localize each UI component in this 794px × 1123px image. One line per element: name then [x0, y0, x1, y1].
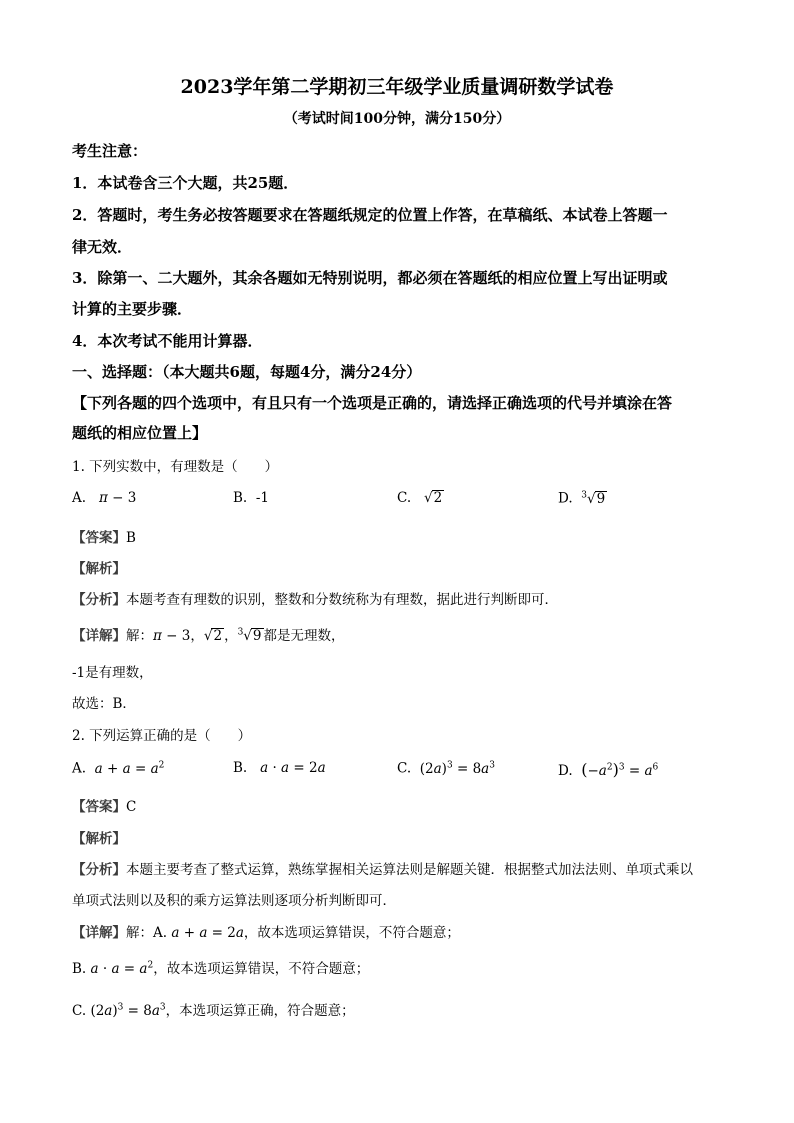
q2-answer-value: C	[126, 799, 137, 815]
q2-option-d-math: $(-a^2)^3 = a^6$	[581, 760, 659, 779]
q1-option-d-math: $^3$√9	[581, 490, 606, 507]
q1-analysis-label: 【解析】	[72, 561, 126, 577]
q2-option-c-label: C.	[397, 760, 412, 777]
q2-analysis-tag	[72, 827, 126, 847]
q1-detail-line2: -1是有理数，	[72, 665, 153, 681]
notice-item-3: 3．除第一、二大题外，其余各题如无特别说明，都必须在答题纸的相应位置上写出证明或	[72, 269, 668, 287]
q1-stem: 1. 下列实数中，有理数是（ ）	[72, 459, 279, 475]
q1-option-c	[397, 490, 444, 506]
q1-fenxi-tag: 【分析】	[72, 592, 126, 608]
q2-detail-a	[72, 921, 460, 941]
q2-fenxi-text-1: 本题主要考查了整式运算，熟练掌握相关运算法则是解题关键．根据整式加法法则、单项式乘以	[126, 862, 693, 878]
q2-option-d	[558, 760, 658, 779]
section-instruction-line2: 题纸的相应位置上】	[72, 424, 208, 442]
q2-fenxi-line1	[72, 858, 693, 878]
q2-answer	[72, 795, 136, 815]
q2-detail-b-math: $a \cdot a = a^2$	[90, 960, 154, 977]
exam-title: 2023学年第二学期初三年级学业质量调研数学试卷	[180, 76, 614, 98]
q2-fenxi-line2: 单项式法则以及积的乘方运算法则逐项分析判断即可．	[72, 893, 396, 909]
notice-item-1: 1．本试卷含三个大题，共25题．	[72, 174, 299, 192]
q1-option-d-label: D.	[558, 490, 573, 507]
q1-detail-suffix: 都是无理数，	[263, 628, 345, 644]
exam-subtitle: （考试时间100分钟，满分150分）	[283, 111, 511, 127]
q2-fenxi-tag: 【分析】	[72, 862, 126, 878]
q2-detail-c-math: $(2a)^3 = 8a^3$	[90, 1002, 166, 1019]
q2-stem: 2. 下列运算正确的是（ ）	[72, 728, 252, 744]
q1-option-a-label: A.	[72, 490, 87, 506]
q2-detail-a-prefix: 解：A.	[126, 925, 172, 941]
notice-heading: 考生注意：	[72, 142, 148, 160]
section-instruction-line1: 【下列各题的四个选项中，有且只有一个选项是正确的，请选择正确选项的代号并填涂在答	[72, 394, 673, 412]
q2-option-a	[72, 760, 164, 777]
notice-item-4: 4．本次考试不能用计算器．	[72, 332, 263, 350]
q2-detail-b-suffix: ，故本选项运算错误，不符合题意；	[153, 961, 370, 977]
q1-answer-tag: 【答案】	[72, 530, 126, 546]
q1-option-c-label: C.	[397, 490, 412, 506]
q1-option-b-label: B.	[233, 490, 248, 506]
q2-option-b-math: a · a = 2a	[260, 760, 326, 776]
q2-detail-c	[72, 999, 355, 1019]
q1-conclusion: 故选：B．	[72, 696, 136, 712]
q2-option-b-label: B.	[233, 760, 248, 776]
q2-detail-tag: 【详解】	[72, 925, 126, 941]
q2-option-d-label: D.	[558, 763, 573, 779]
q2-answer-tag: 【答案】	[72, 799, 126, 815]
q1-option-a-math: π − 3	[98, 490, 137, 506]
q1-detail-prefix: 解：	[126, 628, 153, 644]
notice-item-3-cont: 计算的主要步骤．	[72, 300, 193, 318]
q1-fenxi-text: 本题考查有理数的识别，整数和分数统称为有理数，据此进行判断即可．	[126, 592, 558, 608]
q1-detail-tag: 【详解】	[72, 628, 126, 644]
section-heading: 一、选择题：（本大题共6题，每题4分，满分24分）	[72, 363, 422, 381]
q1-analysis-tag	[72, 557, 126, 577]
notice-item-2-cont: 律无效．	[72, 238, 133, 256]
q1-option-b-text: -1	[255, 490, 269, 506]
q2-detail-b	[72, 957, 369, 977]
q1-fenxi	[72, 588, 558, 608]
q2-option-a-label: A.	[72, 760, 87, 777]
q2-detail-a-suffix: ，故本选项运算错误，不符合题意；	[243, 925, 460, 941]
q1-option-a	[72, 490, 136, 506]
q1-option-b	[233, 490, 269, 506]
q2-detail-c-suffix: ，本选项运算正确，符合题意；	[165, 1003, 355, 1019]
q2-analysis-label: 【解析】	[72, 831, 126, 847]
q1-option-d	[558, 490, 607, 507]
q2-option-c-math: $(2a)^3 = 8a^3$	[419, 760, 495, 777]
q1-option-c-math: √2	[415, 490, 443, 506]
q1-detail	[72, 624, 345, 644]
q2-option-c	[397, 760, 495, 777]
q2-detail-a-math: a + a = 2a	[171, 925, 244, 941]
q2-detail-b-prefix: B.	[72, 961, 91, 977]
q1-answer-value: B	[126, 530, 136, 546]
q1-answer	[72, 526, 136, 546]
q1-detail-math: π − 3，√2 ，$^3$√9	[153, 627, 262, 644]
q2-detail-c-prefix: C.	[72, 1003, 91, 1019]
notice-item-2: 2．答题时，考生务必按答题要求在答题纸规定的位置上作答，在草稿纸、本试卷上答题一	[72, 206, 668, 224]
q2-option-a-math: $a + a = a^2$	[94, 760, 165, 777]
q2-option-b	[233, 760, 326, 776]
